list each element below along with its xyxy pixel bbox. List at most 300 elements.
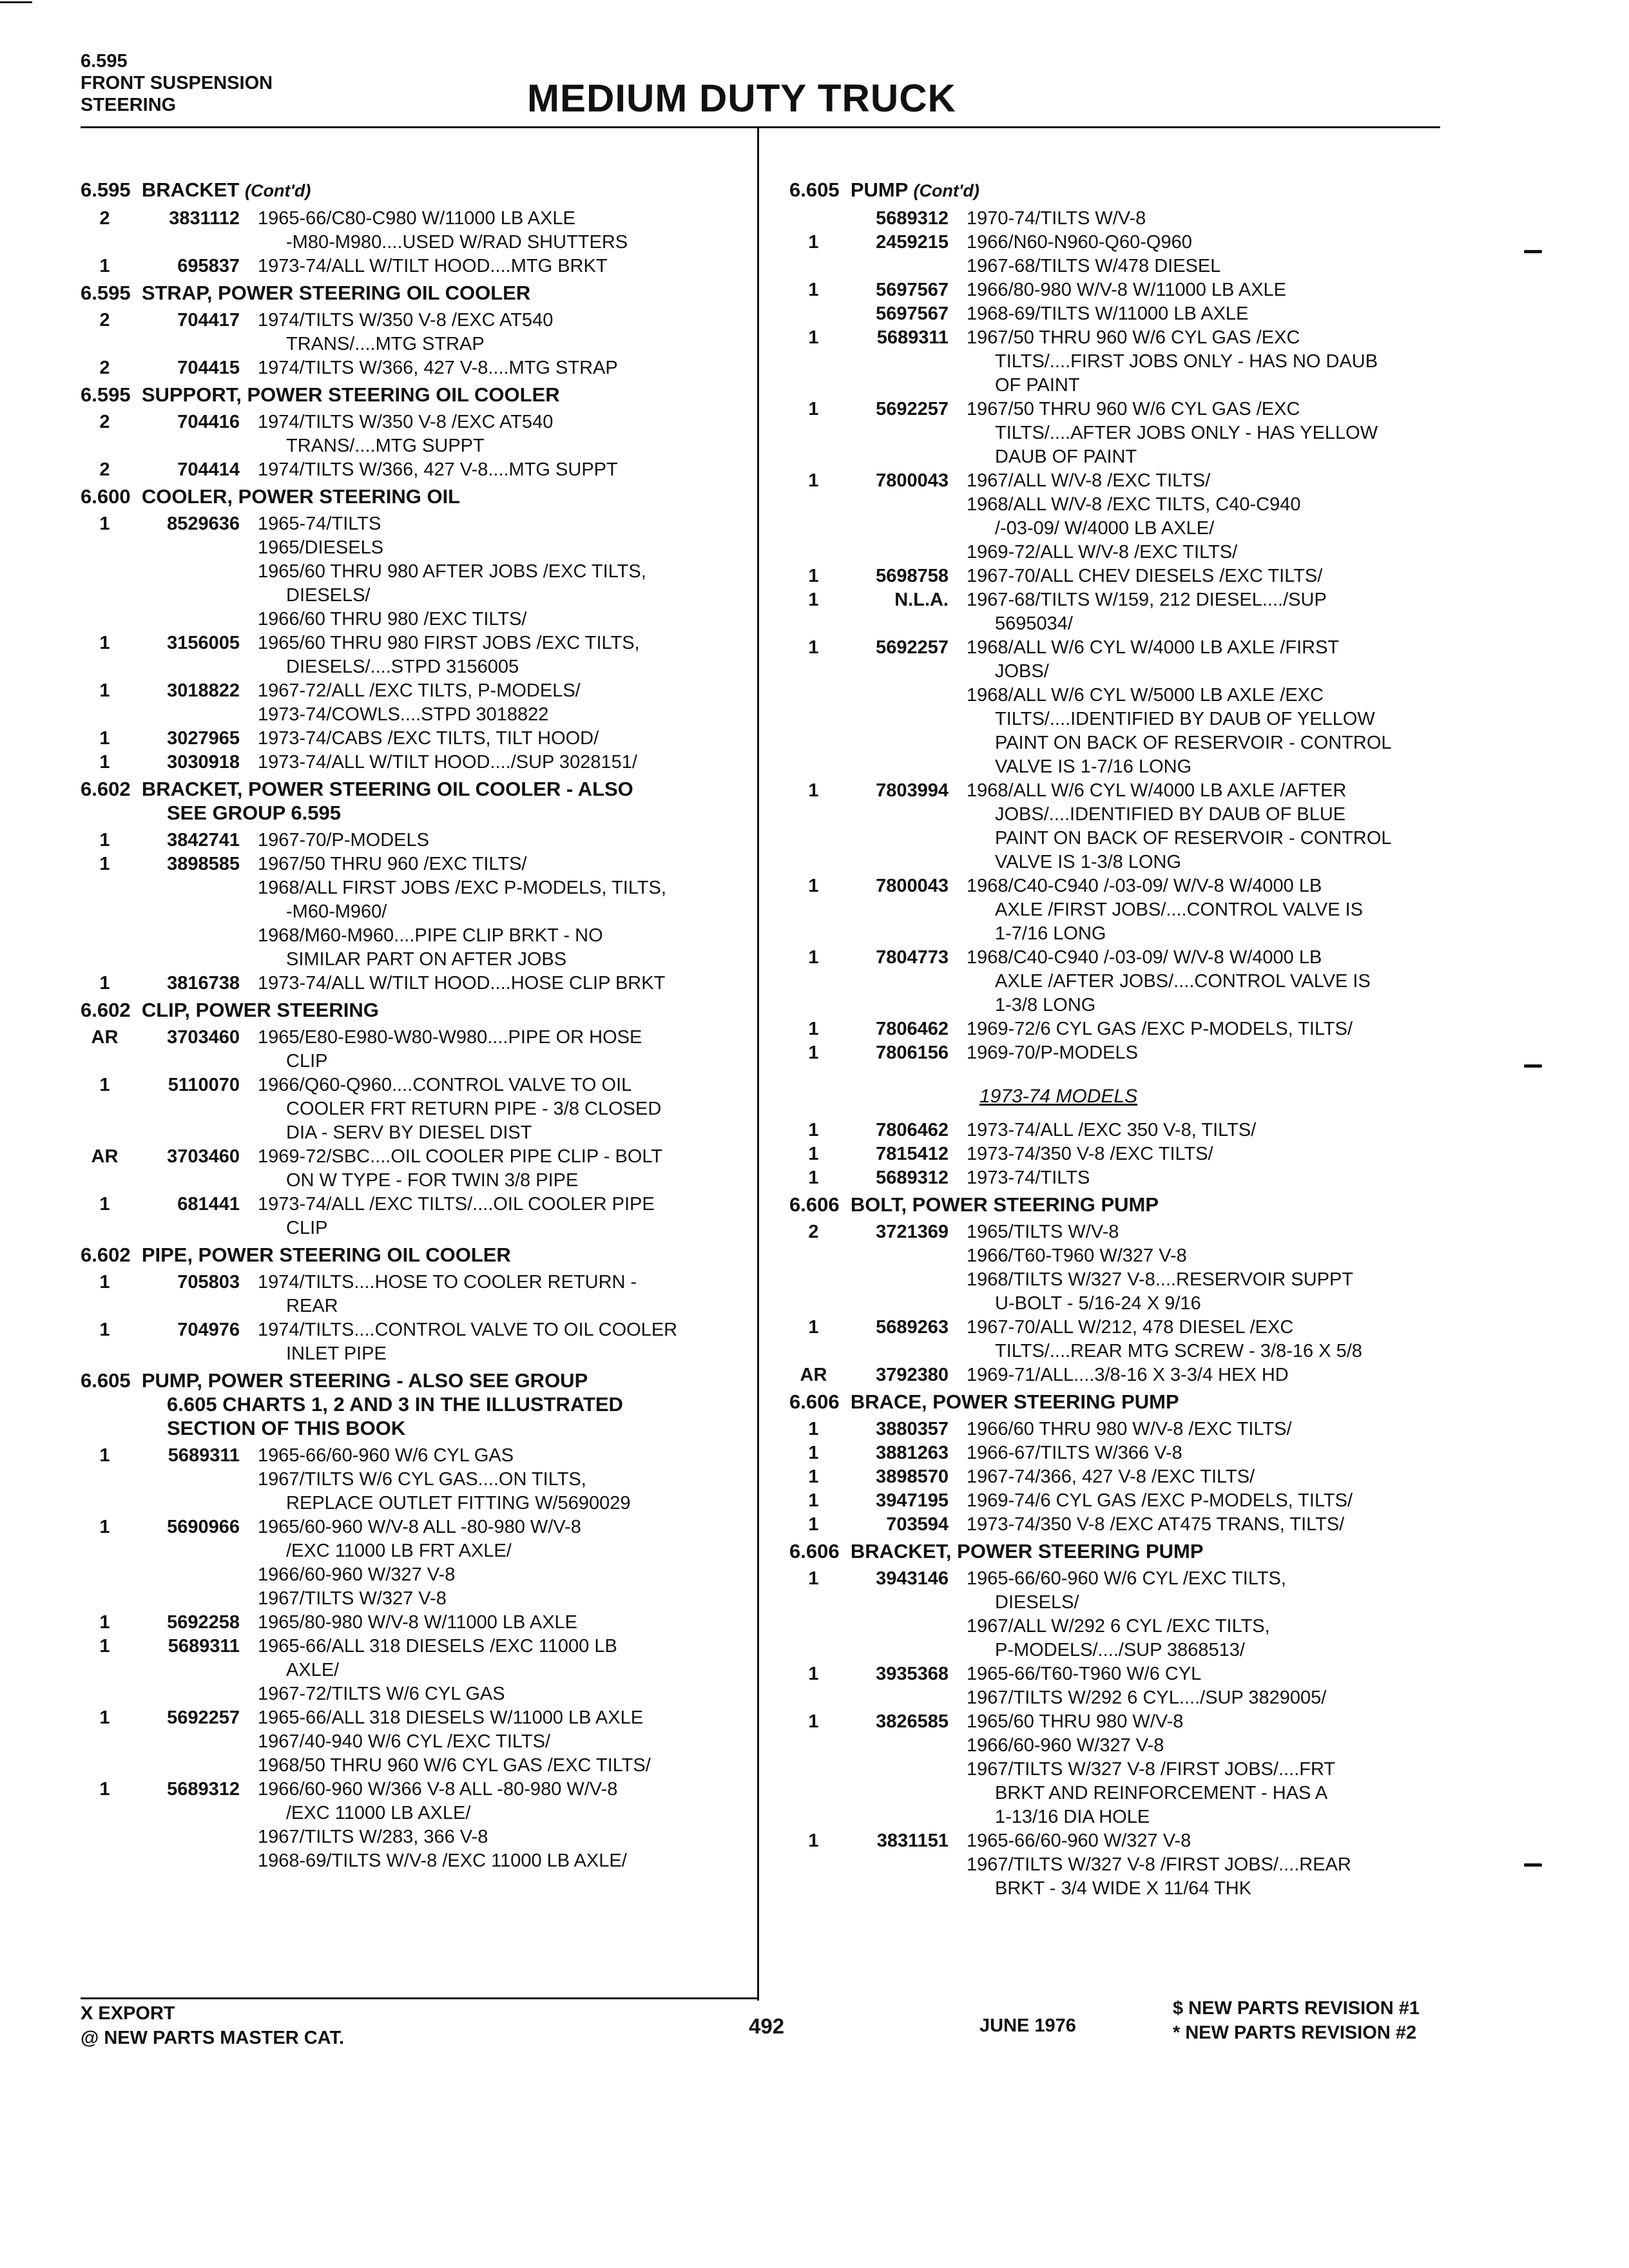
part-entry <box>789 1662 1440 1686</box>
description-line: 1967-70/ALL W/212, 478 DIESEL /EXC <box>967 1317 1294 1338</box>
part-number: 704976 <box>177 1320 240 1340</box>
part-quantity: 1 <box>808 327 819 348</box>
part-description <box>258 410 738 458</box>
description-line: 1966/60 THRU 980 /EXC TILTS/ <box>258 609 527 629</box>
description-line: 1968-69/TILTS W/V-8 /EXC 11000 LB AXLE/ <box>258 1850 627 1871</box>
part-number: 703594 <box>886 1514 949 1535</box>
header-section-code: 6.595 <box>81 51 128 72</box>
part-number: 5692258 <box>167 1612 240 1633</box>
part-quantity: 1 <box>808 637 819 658</box>
description-line: TILTS/....FIRST JOBS ONLY - HAS NO DAUB <box>995 351 1378 372</box>
part-quantity: 1 <box>808 470 819 491</box>
part-quantity: 1 <box>99 1612 110 1633</box>
section-title: BRACE, POWER STEERING PUMP <box>850 1390 1179 1413</box>
part-description <box>967 278 1440 302</box>
part-number: 3703460 <box>167 1146 240 1167</box>
description-line: 1973-74/TILTS <box>967 1168 1090 1188</box>
part-description <box>258 703 738 727</box>
part-entry <box>789 255 1440 278</box>
part-quantity: 1 <box>808 1317 819 1338</box>
description-line: /EXC 11000 LB FRT AXLE/ <box>286 1541 512 1561</box>
part-number: 704414 <box>177 459 240 480</box>
part-number: 3943146 <box>876 1568 949 1589</box>
footer-rule <box>81 1997 758 1999</box>
part-description <box>967 564 1440 588</box>
part-entry <box>789 1758 1440 1829</box>
part-quantity: 2 <box>99 208 110 229</box>
part-quantity: 1 <box>808 1568 819 1589</box>
description-line: 1973-74/ALL /EXC TILTS/....OIL COOLER PIPE <box>258 1194 655 1215</box>
part-entry <box>789 1119 1440 1142</box>
part-quantity: 1 <box>808 1514 819 1535</box>
part-quantity: 1 <box>808 280 819 300</box>
part-entry <box>789 1710 1440 1734</box>
part-number: 3816738 <box>167 973 240 994</box>
continued-label: (Cont'd) <box>245 181 311 200</box>
part-description <box>967 1166 1440 1190</box>
subheading-text: 1973-74 MODELS <box>979 1086 1138 1107</box>
description-line: REPLACE OUTLET FITTING W/5690029 <box>286 1493 631 1514</box>
part-entry <box>789 1567 1440 1615</box>
section-title: PUMP <box>850 178 908 201</box>
part-description <box>967 1686 1440 1710</box>
part-entry <box>789 1829 1440 1853</box>
part-number: 7806462 <box>876 1019 949 1039</box>
part-number: 681441 <box>177 1194 240 1215</box>
part-entry <box>81 1849 738 1873</box>
section-title: BRACKET <box>141 178 240 201</box>
part-quantity: 2 <box>808 1222 819 1242</box>
header-rule <box>81 126 1440 128</box>
part-entry <box>81 852 738 876</box>
description-line: 1974/TILTS W/350 V-8 /EXC AT540 <box>258 310 554 331</box>
part-number: 3826585 <box>876 1711 949 1732</box>
description-line: 1968/ALL W/6 CYL W/4000 LB AXLE /FIRST <box>967 637 1340 658</box>
part-description <box>967 1220 1440 1244</box>
section-title-continued: SECTION OF THIS BOOK <box>167 1417 406 1439</box>
part-description <box>967 1710 1440 1734</box>
part-description <box>967 231 1440 255</box>
description-line: 1969-70/P-MODELS <box>967 1043 1138 1063</box>
part-number: 3703460 <box>167 1027 240 1048</box>
part-number: 7800043 <box>876 470 949 491</box>
part-description <box>258 1073 738 1145</box>
part-description <box>967 326 1440 398</box>
part-description <box>967 1513 1440 1537</box>
description-line: 1974/TILTS W/350 V-8 /EXC AT540 <box>258 412 554 432</box>
description-line: TRANS/....MTG SUPPT <box>286 436 485 456</box>
description-line: 1965-66/ALL 318 DIESELS /EXC 11000 LB <box>258 1636 617 1657</box>
model-year-subheading <box>789 1084 1440 1108</box>
part-entry <box>81 1635 738 1682</box>
page-header <box>0 0 1629 129</box>
page-title: MEDIUM DUTY TRUCK <box>527 77 956 120</box>
description-line: 1973-74/CABS /EXC TILTS, TILT HOOD/ <box>258 728 599 749</box>
description-line: JOBS/....IDENTIFIED BY DAUB OF BLUE <box>995 804 1346 825</box>
part-number: 5698758 <box>876 566 949 586</box>
part-description <box>967 1662 1440 1686</box>
part-number: 5689311 <box>168 1636 240 1657</box>
part-number: 3831151 <box>876 1831 949 1851</box>
section-heading <box>81 281 738 305</box>
part-number: 3935368 <box>876 1664 949 1684</box>
part-quantity: 1 <box>808 1831 819 1851</box>
section-title-continued: 6.605 CHARTS 1, 2 AND 3 IN THE ILLUSTRATED <box>167 1393 623 1416</box>
part-description <box>967 1142 1440 1166</box>
description-line: /EXC 11000 LB AXLE/ <box>286 1803 471 1823</box>
description-line: 1967/ALL W/292 6 CYL /EXC TILTS, <box>967 1616 1270 1637</box>
part-description <box>258 608 738 631</box>
part-description <box>967 1758 1440 1829</box>
part-number: 7804773 <box>876 947 949 968</box>
description-line: 1968/C40-C940 /-03-09/ W/V-8 W/4000 LB <box>967 876 1322 896</box>
section-heading <box>81 178 738 203</box>
description-line: 1967/TILTS W/283, 366 V-8 <box>258 1827 488 1847</box>
part-entry <box>789 1268 1440 1316</box>
description-line: CLIP <box>286 1218 328 1238</box>
part-entry <box>789 588 1440 636</box>
description-line: 1968/C40-C940 /-03-09/ W/V-8 W/4000 LB <box>967 947 1322 968</box>
description-line: 1969-71/ALL....3/8-16 X 3-3/4 HEX HD <box>967 1365 1289 1385</box>
part-quantity: 1 <box>99 1517 110 1537</box>
section-code: 6.595 <box>81 178 131 201</box>
part-number: 5692257 <box>876 637 949 658</box>
part-entry <box>81 356 738 380</box>
description-line: 1969-74/6 CYL GAS /EXC P-MODELS, TILTS/ <box>967 1490 1353 1511</box>
part-quantity: 1 <box>99 854 110 874</box>
right-column <box>789 175 1440 1901</box>
description-line: 1965-66/60-960 W/327 V-8 <box>967 1831 1191 1851</box>
section-heading <box>81 777 738 825</box>
part-description <box>967 255 1440 278</box>
section-title: BOLT, POWER STEERING PUMP <box>850 1193 1159 1216</box>
description-line: 1967/40-940 W/6 CYL /EXC TILTS/ <box>258 1731 551 1752</box>
section-code: 6.606 <box>789 1540 840 1562</box>
description-line: AXLE /FIRST JOBS/....CONTROL VALVE IS <box>995 899 1364 920</box>
part-number: 704417 <box>177 310 240 331</box>
description-line: 1965-66/60-960 W/6 CYL GAS <box>258 1445 514 1466</box>
description-line: 1968/M60-M960....PIPE CLIP BRKT - NO <box>258 925 603 946</box>
part-quantity: 1 <box>99 633 110 653</box>
description-line: DIA - SERV BY DIESEL DIST <box>286 1122 532 1143</box>
part-description <box>258 356 738 380</box>
description-line: 1968/50 THRU 960 W/6 CYL GAS /EXC TILTS/ <box>258 1755 651 1776</box>
part-entry <box>789 398 1440 469</box>
description-line: 1965-66/C80-C980 W/11000 LB AXLE <box>258 208 575 229</box>
part-description <box>258 1563 738 1587</box>
part-number: 5697567 <box>876 280 949 300</box>
header-group-line-2: STEERING <box>81 95 177 115</box>
description-line: DIESELS/ <box>995 1592 1079 1613</box>
description-line: 1967/TILTS W/327 V-8 /FIRST JOBS/....REAR <box>967 1854 1351 1875</box>
part-number: 3027965 <box>167 728 240 749</box>
part-entry <box>81 972 738 995</box>
part-description <box>967 874 1440 946</box>
description-line: COOLER FRT RETURN PIPE - 3/8 CLOSED <box>286 1099 662 1119</box>
part-description <box>967 1316 1440 1363</box>
description-line: 1967/TILTS W/292 6 CYL..../SUP 3829005/ <box>967 1687 1327 1708</box>
part-quantity: 2 <box>99 310 110 331</box>
description-line: /-03-09/ W/4000 LB AXLE/ <box>995 518 1215 539</box>
part-number: 7800043 <box>876 876 949 896</box>
part-quantity: 1 <box>808 1419 819 1439</box>
part-entry <box>81 751 738 774</box>
part-entry <box>789 1418 1440 1441</box>
part-entry <box>81 1318 738 1366</box>
description-line: SIMILAR PART ON AFTER JOBS <box>286 949 567 970</box>
part-entry <box>789 779 1440 874</box>
description-line: 1968/TILTS W/327 V-8....RESERVOIR SUPPT <box>967 1269 1354 1290</box>
part-entry <box>789 684 1440 779</box>
part-quantity: 1 <box>808 399 819 419</box>
part-quantity: 1 <box>99 973 110 994</box>
part-description <box>967 1615 1440 1662</box>
part-quantity: 2 <box>99 412 110 432</box>
part-description <box>967 1489 1440 1513</box>
part-quantity: 1 <box>808 876 819 896</box>
part-quantity: 1 <box>99 1320 110 1340</box>
description-line: DIESELS/....STPD 3156005 <box>286 657 519 677</box>
part-description <box>258 309 738 356</box>
legend-export: X EXPORT <box>81 2003 175 2024</box>
part-entry <box>81 1515 738 1563</box>
description-line: 1967/TILTS W/6 CYL GAS....ON TILTS, <box>258 1469 586 1490</box>
part-entry <box>81 1778 738 1825</box>
part-description <box>258 1778 738 1825</box>
part-number: 7806156 <box>876 1043 949 1063</box>
description-line: 1965/TILTS W/V-8 <box>967 1222 1119 1242</box>
description-line: DIESELS/ <box>286 585 371 606</box>
section-heading <box>789 1390 1440 1414</box>
part-description <box>258 751 738 774</box>
header-group-line-1: FRONT SUSPENSION <box>81 73 273 93</box>
part-entry <box>81 1026 738 1073</box>
revision-mark <box>1524 250 1542 253</box>
part-number: 3881263 <box>876 1443 949 1463</box>
description-line: CLIP <box>286 1051 328 1072</box>
part-entry <box>789 278 1440 302</box>
part-number: 5689312 <box>167 1779 240 1800</box>
part-entry <box>81 1754 738 1778</box>
part-number: 8529636 <box>167 514 240 534</box>
part-number: 5692257 <box>876 399 949 419</box>
part-description <box>967 588 1440 636</box>
part-quantity: AR <box>91 1027 119 1048</box>
part-entry <box>81 608 738 631</box>
publication-date: JUNE 1976 <box>979 2015 1076 2036</box>
part-entry <box>81 1563 738 1587</box>
section-code: 6.606 <box>789 1193 840 1216</box>
description-line: 1967-72/TILTS W/6 CYL GAS <box>258 1684 505 1704</box>
part-number: 3842741 <box>167 830 240 850</box>
part-entry <box>81 1587 738 1611</box>
part-description <box>258 512 738 536</box>
description-line: DAUB OF PAINT <box>995 447 1137 467</box>
description-line: 1973-74/COWLS....STPD 3018822 <box>258 704 549 725</box>
section-code: 6.605 <box>81 1369 131 1392</box>
continued-label: (Cont'd) <box>913 181 979 200</box>
part-number: 3721369 <box>876 1222 949 1242</box>
section-code: 6.600 <box>81 485 131 508</box>
description-line: VALVE IS 1-7/16 LONG <box>995 756 1192 777</box>
description-line: 1-7/16 LONG <box>995 923 1106 944</box>
part-description <box>967 1567 1440 1615</box>
part-quantity: 1 <box>99 1272 110 1293</box>
part-number: 7803994 <box>876 780 949 801</box>
description-line: TILTS/....IDENTIFIED BY DAUB OF YELLOW <box>995 709 1375 729</box>
part-description <box>258 727 738 751</box>
part-description <box>967 398 1440 469</box>
part-description <box>967 1418 1440 1441</box>
description-line: 1966/60-960 W/366 V-8 ALL -80-980 W/V-8 <box>258 1779 618 1800</box>
part-entry <box>81 309 738 356</box>
description-line: 1973-74/ALL W/TILT HOOD....MTG BRKT <box>258 256 608 276</box>
description-line: PAINT ON BACK OF RESERVOIR - CONTROL <box>995 733 1392 753</box>
section-code: 6.602 <box>81 778 131 800</box>
part-entry <box>81 512 738 536</box>
part-entry <box>789 1363 1440 1387</box>
part-description <box>967 946 1440 1017</box>
part-entry <box>789 1513 1440 1537</box>
description-line: 1967-70/ALL CHEV DIESELS /EXC TILTS/ <box>967 566 1323 586</box>
description-line: VALVE IS 1-3/8 LONG <box>995 852 1182 872</box>
part-number: 705803 <box>177 1272 240 1293</box>
part-description <box>258 1145 738 1193</box>
part-quantity: 1 <box>808 1466 819 1487</box>
part-entry <box>81 410 738 458</box>
part-number: 5689312 <box>876 1168 949 1188</box>
part-description <box>967 684 1440 779</box>
description-line: 1973-74/350 V-8 /EXC AT475 TRANS, TILTS/ <box>967 1514 1345 1535</box>
description-line: 1967-70/P-MODELS <box>258 830 429 850</box>
part-description <box>258 876 738 924</box>
part-description <box>258 1706 738 1730</box>
description-line: 1973-74/ALL W/TILT HOOD....HOSE CLIP BRKT <box>258 973 666 994</box>
part-quantity: 2 <box>99 459 110 480</box>
part-description <box>967 1017 1440 1041</box>
part-number: 3018822 <box>167 680 240 701</box>
part-entry <box>789 1142 1440 1166</box>
section-title: PUMP, POWER STEERING - ALSO SEE GROUP <box>141 1369 588 1392</box>
description-line: 1967-68/TILTS W/159, 212 DIESEL..../SUP <box>967 590 1327 610</box>
description-line: 1966/60-960 W/327 V-8 <box>258 1564 456 1585</box>
description-line: 1967-72/ALL /EXC TILTS, P-MODELS/ <box>258 680 581 701</box>
part-entry <box>81 560 738 608</box>
part-quantity: 1 <box>808 1711 819 1732</box>
part-entry <box>789 1734 1440 1758</box>
part-number: 5692257 <box>167 1707 240 1728</box>
part-number: N.L.A. <box>894 590 949 610</box>
description-line: 1966/60-960 W/327 V-8 <box>967 1735 1164 1756</box>
description-line: 1973-74/ALL W/TILT HOOD..../SUP 3028151/ <box>258 752 637 773</box>
part-number: 3898585 <box>167 854 240 874</box>
part-quantity: 1 <box>99 680 110 701</box>
part-quantity: 1 <box>99 514 110 534</box>
part-description <box>967 541 1440 564</box>
description-line: TILTS/....REAR MTG SCREW - 3/8-16 X 5/8 <box>995 1341 1362 1361</box>
part-entry <box>789 469 1440 493</box>
description-line: INLET PIPE <box>286 1343 387 1364</box>
part-entry <box>789 1853 1440 1901</box>
part-description <box>967 1363 1440 1387</box>
part-quantity: 1 <box>808 1019 819 1039</box>
part-quantity: 2 <box>99 358 110 378</box>
part-entry <box>789 207 1440 231</box>
description-line: 1966/80-980 W/V-8 W/11000 LB AXLE <box>967 280 1287 300</box>
part-quantity: 1 <box>808 1120 819 1140</box>
description-line: 1966/N60-N960-Q60-Q960 <box>967 232 1192 253</box>
part-number: 3898570 <box>876 1466 949 1487</box>
part-number: 5689312 <box>876 208 949 229</box>
part-quantity: AR <box>91 1146 119 1167</box>
part-number: 5697567 <box>876 303 949 324</box>
part-entry <box>789 1244 1440 1268</box>
part-quantity: 1 <box>99 1779 110 1800</box>
part-entry <box>789 1041 1440 1065</box>
description-line: 1969-72/6 CYL GAS /EXC P-MODELS, TILTS/ <box>967 1019 1353 1039</box>
part-description <box>967 1119 1440 1142</box>
description-line: 1965/DIESELS <box>258 537 384 558</box>
part-entry <box>789 1316 1440 1363</box>
part-description <box>967 1268 1440 1316</box>
description-line: 1969-72/SBC....OIL COOLER PIPE CLIP - BOLT <box>258 1146 663 1167</box>
description-line: 1967/TILTS W/327 V-8 <box>258 1588 447 1609</box>
description-line: 1967/ALL W/V-8 /EXC TILTS/ <box>967 470 1211 491</box>
part-description <box>967 493 1440 541</box>
part-number: 7806462 <box>876 1120 949 1140</box>
part-quantity: AR <box>800 1365 827 1385</box>
part-quantity: 1 <box>808 590 819 610</box>
part-quantity: 1 <box>808 1443 819 1463</box>
header-group-labels <box>81 50 273 116</box>
part-entry <box>81 1145 738 1193</box>
part-description <box>258 972 738 995</box>
part-description <box>258 1825 738 1849</box>
part-description <box>258 1515 738 1563</box>
part-number: 3792380 <box>876 1365 949 1385</box>
part-quantity: 1 <box>99 728 110 749</box>
part-description <box>967 1041 1440 1065</box>
description-line: 1-13/16 DIA HOLE <box>995 1807 1150 1827</box>
part-description <box>258 679 738 703</box>
page-number: 492 <box>749 2014 785 2038</box>
part-entry <box>81 876 738 924</box>
description-line: 1965-66/60-960 W/6 CYL /EXC TILTS, <box>967 1568 1286 1589</box>
description-line: 1965/E80-E980-W80-W980....PIPE OR HOSE <box>258 1027 642 1048</box>
description-line: 1968/ALL FIRST JOBS /EXC P-MODELS, TILTS, <box>258 878 666 898</box>
part-entry <box>81 1073 738 1145</box>
description-line: 1969-72/ALL W/V-8 /EXC TILTS/ <box>967 542 1238 562</box>
footer-legend-right <box>1173 1996 1420 2045</box>
part-entry <box>789 541 1440 564</box>
section-heading <box>81 383 738 407</box>
part-quantity: 1 <box>808 232 819 253</box>
part-entry <box>81 703 738 727</box>
part-entry <box>789 1465 1440 1489</box>
revision-mark <box>1524 1863 1542 1867</box>
description-line: 1965/60-960 W/V-8 ALL -80-980 W/V-8 <box>258 1517 581 1537</box>
column-divider <box>757 128 759 2001</box>
part-description <box>258 255 738 278</box>
description-line: 1968/ALL W/6 CYL W/4000 LB AXLE /AFTER <box>967 780 1347 801</box>
part-entry <box>81 631 738 679</box>
part-number: 695837 <box>177 256 240 276</box>
description-line: REAR <box>286 1296 338 1316</box>
part-description <box>258 1635 738 1682</box>
description-line: 1974/TILTS....HOSE TO COOLER RETURN - <box>258 1272 637 1293</box>
description-line: JOBS/ <box>995 661 1049 682</box>
description-line: OF PAINT <box>995 375 1080 396</box>
